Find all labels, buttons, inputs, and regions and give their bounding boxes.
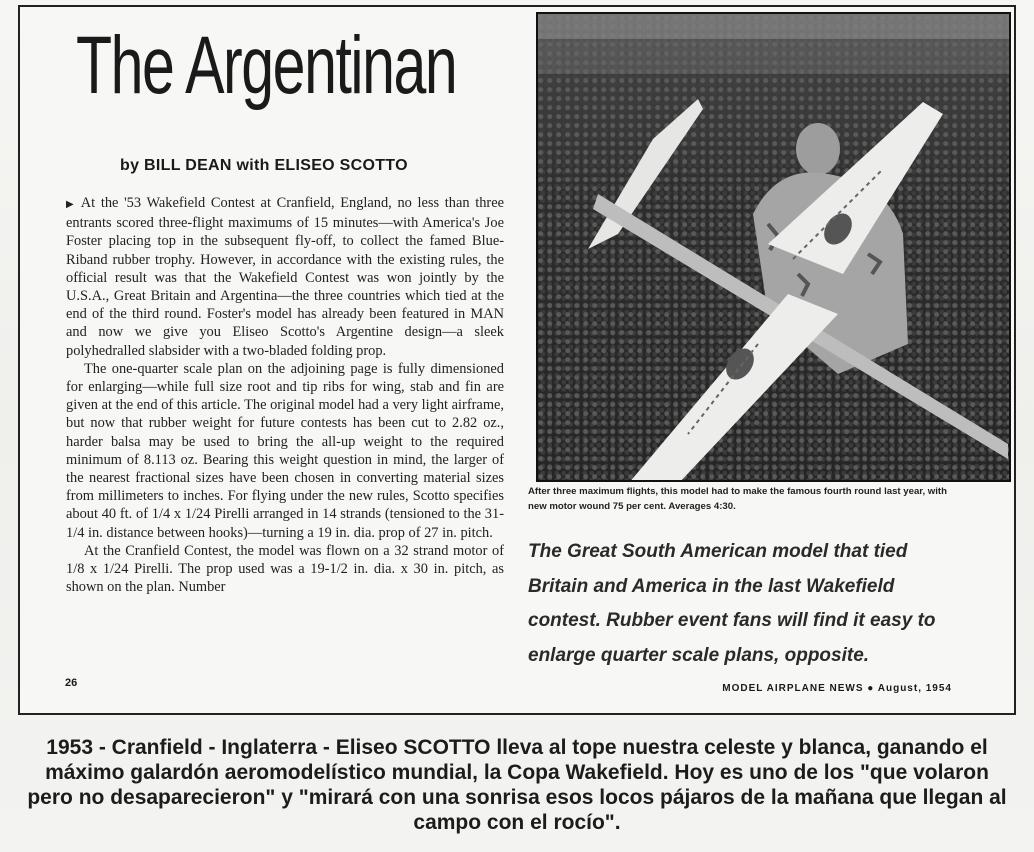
airplane-photo-illustration [538,14,1009,480]
model-airplane-photo [536,12,1011,482]
body-paragraph-3: At the Cranfield Contest, the model was flown on a 32 strand motor of 1/8 x 1/24 Pirelli. The prop used was a 19-1/2 in. dia. x 30 in. pitch, as shown on the plan. Number [66,542,504,596]
body-paragraph-2: The one-quarter scale plan on the adjoining page is fully dimensioned for enlarging—while full size root and tip ribs for wing, stab and fin are given at the end of this article. The original model had a very light airframe, but now that rubber weight for future contests has been cut to 2.82 oz., harder balsa may be used to bring the all-up weight to the required minimum of 8.113 oz. Bearing this weight question in mind, the larger of the nearest fractional sizes have been chosen in converting material sizes from millimeters to inches. For flying under the new rules, Scotto specifies about 40 ft. of 1/4 x 1/24 Pirelli arranged in 14 strands (tensioned to the 31-1/4 in. distance between hooks)—turning a 19 in. dia. prop of 27 in. pitch. [66,360,504,541]
article-body [66,194,504,664]
wing-lower [628,294,838,480]
page-number: 26 [65,677,78,689]
article-byline: by BILL DEAN with ELISEO SCOTTO [120,157,408,174]
photo-caption: After three maximum flights, this model had to make the famous fourth round last year, with new motor wound 75 per cent. Averages 4:30. [528,486,947,512]
spanish-caption: 1953 - Cranfield - Inglaterra - Eliseo SCOTTO lleva al tope nuestra celeste y blanca, ganando el máximo galardón aeromodelístico mundial, la Copa Wakefield. Hoy es uno de los "que volaron pero no desaparecieron" y "mirará con una sonrisa esos locos pájaros de la mañana que llegan al campo con el rocío". [27,736,1007,834]
photo-sky-band [538,14,1009,39]
magazine-credit: MODEL AIRPLANE NEWS ● August, 1954 [722,683,952,694]
article-deck: The Great South American model that tied Britain and America in the last Wakefield contest. Rubber event fans will find it easy to enlarge quarter scale plans, opposite. [528,541,936,666]
magazine-clipping [18,5,1016,715]
body-paragraph-1-text: At the '53 Wakefield Contest at Cranfield, England, no less than three entrants scored three-flight maximums of 15 minutes—with America's Joe Foster placing top in the subsequent fly-off, to collect the famed Blue-Riband rubber trophy. However, in accordance with the existing rules, the official result was that the Wakefield Contest was won jointly by the U.S.A., Great Britain and Argentina—the three countries which tied at the end of the third round. Foster's model has already been featured in MAN and now we give you Eliseo Scotto's Argentine design—a sleek polyhedralled slabsider with a two-bladed folding prop. [66,195,504,359]
person-head [796,123,840,175]
article-title: The Argentinan [76,20,457,111]
body-paragraph-1 [66,194,504,360]
lead-arrow-icon: ▶ [66,199,76,210]
